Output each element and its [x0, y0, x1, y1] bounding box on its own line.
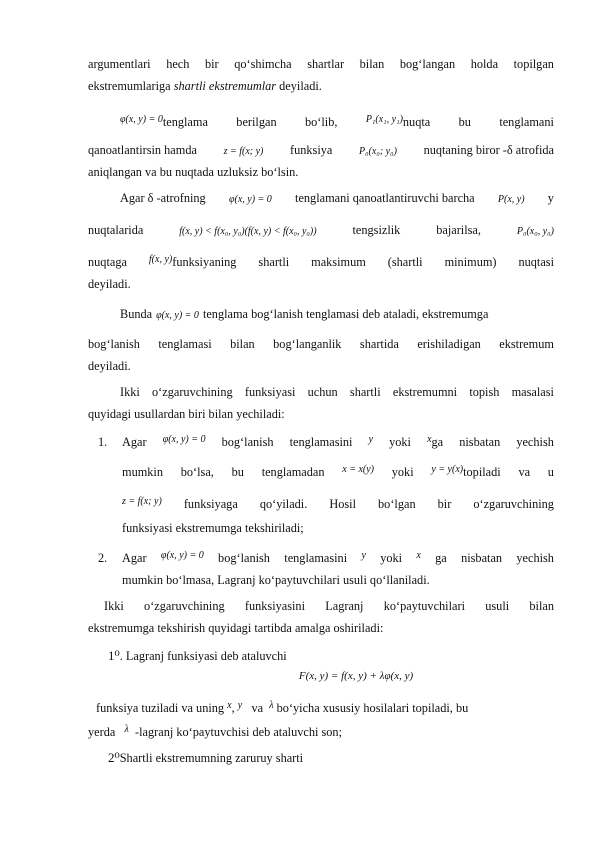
paragraph-2-line-2: qanoatlantirsin hamda z = f(x; y) funksiya P₀(x₀; y₀) nuqtaning biror -δ atrofida: [88, 142, 554, 158]
word: argumentlari: [88, 57, 151, 71]
formula-y-of-x: y = y(x): [431, 464, 464, 475]
term-shartli-ekstremumlar: shartli ekstremumlar: [173, 79, 277, 93]
list-item-1-line-1: Agar φ(x, y) = 0 bog‘lanish tenglamasini y yoki $^x$ga nisbatan yechish: [122, 434, 554, 449]
formula-var-x: x: [427, 434, 432, 445]
lagrange-formula-line: [88, 668, 554, 684]
paragraph-2-line-3: aniqlangan va bu nuqtada uzluksiz bo‘lsin.: [88, 165, 299, 179]
formula-inequality: f(x, y) < f(x₀, y₀)(f(x, y) < f(x₀, y₀)): [179, 226, 317, 237]
paragraph-6-line-2: ekstremumga tekshirish quyidagi tartibda amalga oshiriladi:: [88, 621, 384, 635]
formula-point-p0: P₀(x₀, y₀): [516, 226, 554, 237]
paragraph-7-line-1: funksiya tuziladi va uning $^x$, $^y$ va $^\lambda$ bo‘yicha xususiy hosilalari topiladi, bu: [96, 700, 469, 715]
formula-point-p1: P₁(x₁, y₁): [365, 114, 403, 125]
paragraph-3-line-2: nuqtalarida f(x, y) < f(x₀, y₀)(f(x, y) < f(x₀, y₀)) tengsizlik bajarilsa, P₀(x₀, y₀): [88, 222, 554, 238]
paragraph-5-line-1: Ikki o‘zgaruvchining funksiyasi uchun shartli ekstremumni topish masalasi: [120, 385, 554, 399]
formula-x-of-y: x = x(y): [342, 464, 374, 475]
step-2-line: 2⁰Shartli ekstremumning zaruruy sharti: [108, 750, 304, 765]
list-item-1-line-4: funksiyasi ekstremumga tekshiriladi;: [122, 521, 304, 535]
word: holda: [470, 57, 499, 71]
paragraph-3-line-3: nuqtaga $^{f(x, y)}$funksiyaning shartli maksimum (shartli minimum) nuqtasi: [88, 254, 554, 269]
formula-lambda: λ: [269, 700, 274, 711]
list-item-2-line-2: mumkin bo‘lmasa, Lagranj ko‘paytuvchilari usuli qo‘llaniladi.: [122, 573, 430, 587]
step-1-line: 1⁰. Lagranj funksiyasi deb ataluvchi: [108, 648, 287, 663]
paragraph-7-line-2: yerda $^\lambda$ -lagranj ko‘paytuvchisi deb ataluvchi son;: [88, 724, 342, 739]
formula-var-x: x: [227, 700, 232, 711]
paragraph-4-line-1: Bunda φ(x, y) = 0 tenglama bog‘lanish tenglamasi deb ataladi, ekstremumga: [120, 307, 489, 321]
formula-fxy: f(x, y): [148, 254, 173, 265]
paragraph-1-line-2: ekstremumlariga shartli ekstremumlar deyiladi.: [88, 79, 322, 93]
formula-var-x: x: [416, 550, 421, 561]
word: bilan: [359, 57, 385, 71]
formula-var-y: y: [361, 550, 366, 561]
formula-var-y: y: [237, 700, 243, 711]
word: shartlar: [307, 57, 345, 71]
word: hech: [166, 57, 190, 71]
formula-lagrange-function: F(x, y) = f(x, y) + λφ(x, y): [298, 670, 414, 682]
paragraph-6-line-1: Ikki o‘zgaruvchining funksiyasini Lagranj ko‘paytuvchilari usuli bilan: [104, 599, 554, 613]
paragraph-4-line-3: deyiladi.: [88, 359, 131, 373]
word: bir: [204, 57, 219, 71]
word: bog‘langan: [399, 57, 456, 71]
formula-lambda: λ: [124, 724, 129, 735]
list-item-1-line-3: z = f(x; y) funksiyaga qo‘yiladi. Hosil bo‘lgan bir o‘zgaruvchining: [122, 496, 554, 511]
word: qo‘shimcha: [234, 57, 292, 71]
list-number-1: 1.: [98, 435, 108, 449]
formula-constraint: φ(x, y) = 0: [156, 310, 199, 321]
list-item-1-line-2: mumkin bo‘lsa, bu tenglamadan x = x(y) yoki $^{y = y(x)}$topiladi va u: [122, 464, 554, 479]
list-item-2-line-1: Agar φ(x, y) = 0 bog‘lanish tenglamasini y yoki x ga nisbatan yechish: [122, 550, 554, 565]
paragraph-1-line-1: [88, 56, 554, 72]
word: topilgan: [513, 57, 554, 71]
formula-point-p0: P₀(x₀; y₀): [359, 146, 397, 157]
formula-function-z: z = f(x; y): [223, 146, 264, 157]
step-2-marker: 2⁰: [108, 750, 120, 765]
formula-var-y: y: [368, 434, 374, 445]
formula-function-z: z = f(x; y): [122, 496, 162, 507]
step-1-marker: 1⁰: [108, 648, 120, 663]
list-number-2: 2.: [98, 551, 108, 565]
paragraph-4-line-2: bog‘lanish tenglamasi bilan bog‘langanlik shartida erishiladigan ekstremum: [88, 337, 554, 351]
formula-constraint: φ(x, y) = 0: [162, 434, 206, 445]
paragraph-3-line-1: Agar δ -atrofning φ(x, y) = 0 tenglamani qanoatlantiruvchi barcha P(x, y) y: [88, 190, 554, 206]
formula-constraint: φ(x, y) = 0: [160, 550, 204, 561]
formula-constraint: φ(x, y) = 0: [228, 194, 272, 205]
paragraph-5-line-2: quyidagi usullardan biri bilan yechiladi:: [88, 407, 285, 421]
paragraph-2-line-1: $^{\varphi(x, y) = 0}$tenglama berilgan bo‘lib, $^{P_1(x_1, y_1)}$nuqta bu tenglamani: [120, 114, 554, 129]
paragraph-3-line-4: deyiladi.: [88, 277, 131, 291]
formula-point-pxy: P(x, y): [497, 194, 525, 205]
formula-constraint: φ(x, y) = 0: [120, 114, 163, 125]
